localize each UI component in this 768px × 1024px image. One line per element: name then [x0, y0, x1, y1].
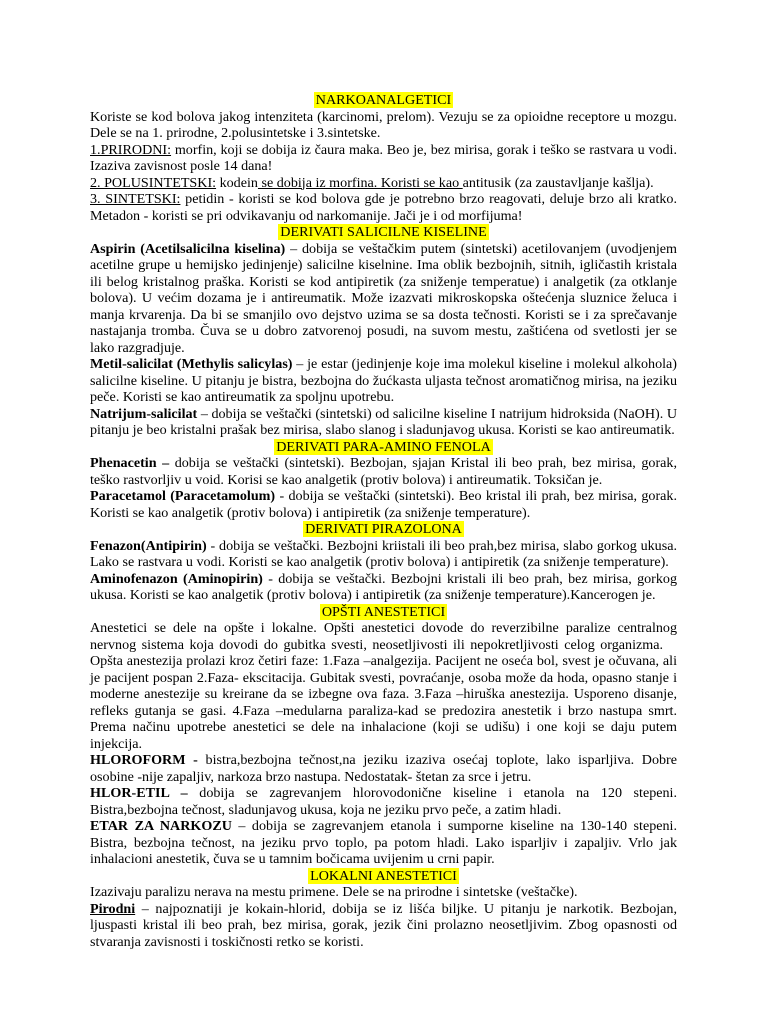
section-heading-salicilne: [90, 224, 677, 241]
aspirin-paragraph: [90, 241, 677, 357]
phenacetin-term: Phenacetin –: [90, 455, 170, 471]
document-page: [90, 92, 677, 950]
natrijum-salicilat-paragraph: [90, 406, 677, 439]
narko-prirodni: [90, 142, 677, 175]
hloroform-term: HLOROFORM -: [90, 752, 198, 768]
metil-salicilat-text: – je estar (jedinjenje koje ima molekul kiseline i molekul alkohola) salicilne kiseline. U pitanju je bistra, bezbojna do žućkasta uljasta tečnost aromatičnog mirisa, na jeziku peče. Koristi se kao antireumatik za spoljnu upotrebu.: [90, 356, 677, 405]
sintetski-label: 3. SINTETSKI:: [90, 191, 181, 207]
pirodni-text: – najpoznatiji je kokain-hlorid, dobija se iz lišća biljke. U pitanju je narkotik. Bezbojan, ljuspasti kristal ili beo prah, bez mirisa, gorak, jezik čini prolazno neosetljivim. Zbog opasnosti od stvaranja zavisnosti i toskičnosti retko se koristi.: [90, 900, 677, 950]
section-heading-lokalni: [90, 868, 677, 885]
narko-intro: Koriste se kod bolova jakog intenziteta (karcinomi, prelom). Vezuju se za opioidne receptore u mozgu. Dele se na 1. prirodne, 2.polusintetske i 3.sintetske.: [90, 108, 677, 141]
metil-salicilat-paragraph: [90, 356, 677, 406]
hlor-etil-paragraph: [90, 785, 677, 818]
hlor-etil-term: HLOR-ETIL –: [90, 785, 188, 801]
polusintetski-text-3: antitusik (za zaustavljanje kašlja).: [462, 174, 654, 191]
section-heading-opsti-anestetici: [90, 604, 677, 621]
paracetamol-paragraph: [90, 488, 677, 521]
polusintetski-label: 2. POLUSINTETSKI:: [90, 174, 217, 191]
prirodni-text: morfin, koji se dobija iz čaura maka. Beo je, bez mirisa, gorak i teško se rastvara u vodi. Izaziva zavisnost posle 14 dana!: [90, 141, 677, 174]
heading-highlight: NARKOANALGETICI: [315, 92, 452, 108]
pirodni-term: Pirodni: [90, 900, 136, 917]
etar-paragraph: [90, 818, 677, 868]
opsti-intro-b: Opšta anestezija prolazi kroz četiri faze: 1.Faza –analgezija. Pacijent ne oseća bol, svest je očuvana, ali je pacijent pospan 2.Faza- ekscitacija. Gubitak svesti, povraćanje, osoba može da hoda, opasno stanje i moderne anestezije su kreirane da se izbegne ova faza. 3.Faza –hiruška anestezija. Usporeno disanje, refleks gutanja se gasi. 4.Faza –medularna paraliza-kad se predozira anestetik i brzo nastupa smrt. Prema načinu upotrebe anestetici se dele na inhalacione (koji se udišu) i one koji se daju putem injekcija.: [90, 653, 677, 752]
etar-text: – dobija se zagrevanjem etanola i sumporne kiseline na 130-140 stepeni. Bistra, bezbojna tečnost, na jeziku prvo toplo, pa potom hladi. Lako isparljiv i zapaljiv. Vrlo jak inhalacioni anestetik, čuva se u tamnim bočicama uvijenim u crni papir.: [90, 818, 677, 867]
phenacetin-text: dobija se veštački (sintetski). Bezbojan, sjajan Kristal ili beo prah, bez mirisa, gorak, teško rastvorljiv u void. Korisi se kao analgetik (protiv bolova) i antireumatik. Toksičan je.: [90, 455, 677, 488]
heading-highlight: DERIVATI PIRAZOLONA: [305, 521, 462, 537]
aminofenazon-text: - dobija se veštački. Bezbojni kristali ili beo prah, bez mirisa, gorkog ukusa. Koristi se kao analgetik (protiv bolova) i antipiretik (za sniženje temperature).Kancerogen je.: [90, 570, 677, 603]
aspirin-term: Aspirin (Acetilsalicilna kiselina): [90, 240, 286, 257]
fenazon-text: - dobija se veštački. Bezbojni kriistali ili beo prah,bez mirisa, slabo gorkog ukusa. Lako se rastvara u vodi. Koristi se kao analgetik (protiv bolova) i antipiretik (za sniženje temperature).: [90, 537, 677, 570]
aminofenazon-paragraph: [90, 571, 677, 604]
heading-highlight: DERIVATI PARA-AMINO FENOLA: [276, 438, 491, 455]
section-heading-narkoanalgetici: [90, 92, 677, 109]
aminofenazon-term: Aminofenazon (Aminopirin): [90, 570, 263, 587]
prirodni-label: 1.PRIRODNI:: [90, 141, 172, 158]
metil-salicilat-term: Metil-salicilat (Methylis salicylas): [90, 356, 293, 372]
narko-sintetski: [90, 191, 677, 224]
hlor-etil-text: dobija se zagrevanjem hlorovodonične kiseline i etanola na 120 stepeni. Bistra,bezbojna tečnost, sladunjavog ukusa, koja ne jeziku prvo peče, a zatim hladi.: [90, 785, 677, 818]
fenazon-paragraph: [90, 538, 677, 571]
heading-highlight: LOKALNI ANESTETICI: [310, 867, 457, 884]
hloroform-text: bistra,bezbojna tečnost,na jeziku izaziva osećaj toplote, lako isparljiva. Dobre osobine -nije zapaljiv, narkoza brzo nastupa. Nedostatak- štetan za srce i jetru.: [90, 752, 677, 785]
pirodni-paragraph: [90, 901, 677, 951]
aspirin-text: – dobija se veštačkim putem (sintetski) acetilovanjem (uvodjenjem acetilne grupe u hemijsko jedinjenje) salicilne kiselnine. Ima oblik bezbojnih, sitnih, igličastih kristala ili belog kristalnog praška. Koristi se kod antipiretik (za sniženje temperatue) i analgetik (za otklanje bolova). U većim dozama je i antireumatik. Može izazvati mikroskopska oštećenja sluznice želuca i manja krvarenja. Da bi se smanjilo ovo dejstvo uzima se sa dosta tečnosti. Koristi se i za sprečavanje nastajanja tromba. Čuva se u dobro zatvorenoj posudi, na suvom mestu, zaštićena od svetlosti jer se lako razgradjuje.: [90, 240, 678, 356]
opsti-intro-a: Anestetici se dele na opšte i lokalne. Opšti anestetici dovode do reverzibilne paralize centralnog nervnog sistema koja dovodi do gubitka svesti, neosetljivosti ili nepokretljivosti celog organizma.: [90, 620, 677, 653]
phenacetin-paragraph: [90, 455, 677, 488]
lokalni-intro: Izazivaju paralizu nerava na mestu primene. Dele se na prirodne i sintetske (veštačke).: [90, 884, 578, 900]
heading-highlight: DERIVATI SALICILNE KISELINE: [280, 224, 487, 240]
natrijum-salicilat-text: – dobija se veštački (sintetski) od salicilne kiseline I natrijum hidroksida (NaOH). U pitanju je beo kristalni prašak bez mirisa, slabo slanog i sladunjavog ukusa. Koristi se kao antireumatik.: [90, 405, 677, 438]
polusintetski-text-2: se dobija iz morfina. Koristi se kao: [257, 174, 463, 191]
section-heading-para-amino: [90, 439, 677, 456]
fenazon-term: Fenazon(Antipirin): [90, 537, 207, 554]
section-heading-pirazolona: [90, 521, 677, 538]
hloroform-paragraph: [90, 752, 677, 785]
paracetamol-term: Paracetamol (Paracetamolum): [90, 488, 276, 504]
sintetski-text: petidin - koristi se kod bolova gde je potrebno brzo reagovati, deluje brzo ali kratko. Metadon - koristi se pri odvikavanju od narkomanije. Jači je i od morfijuma!: [90, 191, 677, 224]
etar-term: ETAR ZA NARKOZU: [90, 818, 232, 834]
paracetamol-text: - dobija se veštački (sintetski). Beo kristal ili prah, bez mirisa, gorak. Koristi se kao analgetik (protiv bolova) i antipiretik (za sniženje temperature).: [90, 488, 677, 521]
polusintetski-text-1: kodein: [216, 174, 258, 191]
heading-highlight: OPŠTI ANESTETICI: [321, 603, 446, 620]
opsti-intro-paragraph: [90, 620, 677, 752]
natrijum-salicilat-term: Natrijum-salicilat: [90, 405, 198, 422]
narko-polusintetski: [90, 175, 677, 192]
